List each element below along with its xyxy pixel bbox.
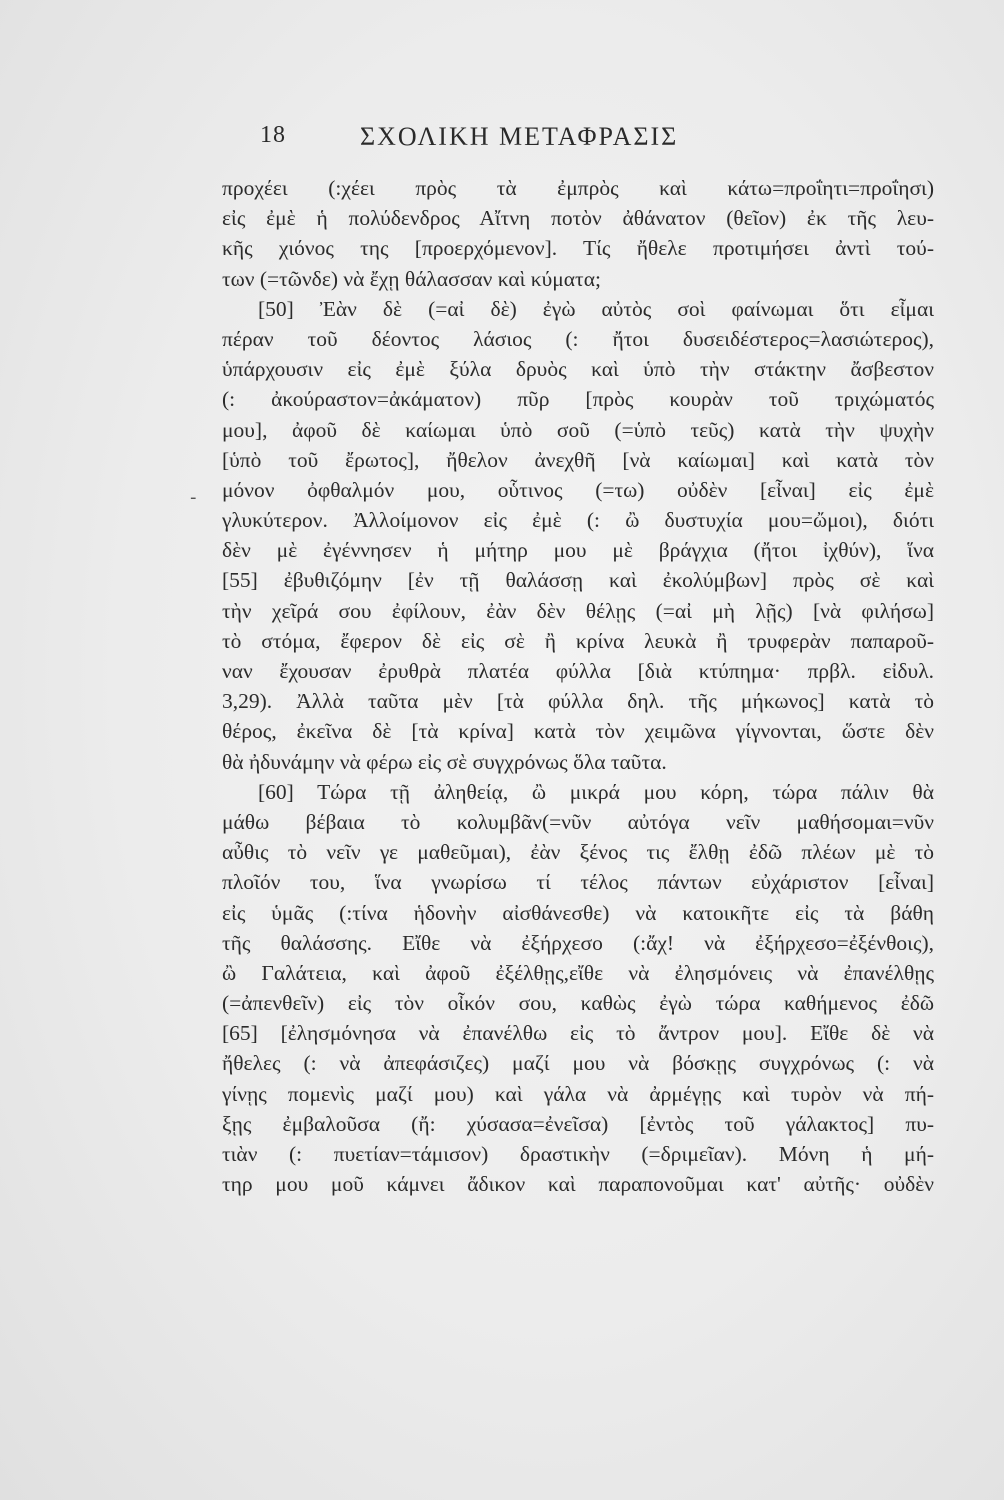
text-line: [55] ἐβυθιζόμην [ἐν τῇ θαλάσσῃ καὶ ἐκολύμβων] πρὸς σὲ καὶ	[222, 568, 934, 593]
text-line: δὲν μὲ ἐγέννησεν ἡ μήτηρ μου μὲ βράγχια (ἤτοι ἰχθύν), ἵνα	[222, 538, 934, 563]
text-line: ἤθελες (: νὰ ἀπεφάσιζες) μαζί μου νὰ βόσκῃς συγχρόνως (: νὰ	[222, 1051, 934, 1076]
text-line: ὑπάρχουσιν εἰς ἐμὲ ξύλα δρυὸς καὶ ὑπὸ τὴν στάκτην ἄσβεστον	[222, 357, 934, 382]
text-line: προχέει (:χέει πρὸς τὰ ἐμπρὸς καὶ κάτω=προΐητι=προΐησι)	[222, 176, 934, 200]
text-line: ναν ἔχουσαν ἐρυθρὰ πλατέα φύλλα [διὰ κτύπημα· πρβλ. εἰδυλ.	[222, 659, 934, 683]
text-line: των (=τῶνδε) νὰ ἔχῃ θάλασσαν καὶ κύματα;	[222, 266, 601, 291]
text-line: τὴν χεῖρά σου ἐφίλουν, ἐὰν δὲν θέλῃς (=αἰ μὴ λῇς) [νὰ φιλήσω]	[222, 598, 934, 623]
text-line: ὢ Γαλάτεια, καὶ ἀφοῦ ἐξέλθῃς,εἴθε νὰ ἐλησμόνεις νὰ ἐπανέλθῃς	[222, 960, 934, 985]
text-line: [50] Ἐὰν δὲ (=αἰ δὲ) ἐγὼ αὐτὸς σοὶ φαίνωμαι ὅτι εἶμαι	[258, 296, 934, 321]
text-line: (=ἀπενθεῖν) εἰς τὸν οἶκόν σου, καθὼς ἐγὼ τώρα καθήμενος ἐδῶ	[222, 991, 934, 1016]
text-line: εἰς ὑμᾶς (:τίνα ἡδονὴν αἰσθάνεσθε) νὰ κατοικῆτε εἰς τὰ βάθη	[222, 900, 934, 925]
text-line: τιὰν (: πυετίαν=τάμισον) δραστικὴν (=δριμεῖαν). Μόνη ἡ μή-	[222, 1142, 934, 1166]
margin-mark: -	[190, 487, 197, 508]
text-line: γίνῃς πομενὶς μαζί μου) καὶ γάλα νὰ ἀρμέγῃς καὶ τυρὸν νὰ πή-	[222, 1081, 934, 1106]
text-line: [65] [ἐλησμόνησα νὰ ἐπανέλθω εἰς τὸ ἄντρον μου]. Εἴθε δὲ νὰ	[222, 1021, 934, 1046]
text-line: [60] Τώρα τῇ ἀληθείᾳ, ὢ μικρά μου κόρη, τώρα πάλιν θὰ	[258, 779, 934, 804]
text-line: αὖθις τὸ νεῖν γε μαθεῦμαι), ἐὰν ξένος τις ἔλθῃ ἐδῶ πλέων μὲ τὸ	[222, 840, 934, 865]
text-line: τῆς θαλάσσης. Εἴθε νὰ ἐξήρχεσο (:ἄχ! νὰ ἐξήρχεσο=ἐξένθοις),	[222, 930, 934, 955]
page-number: 18	[260, 122, 286, 148]
text-line: εἰς ἐμὲ ἡ πολύδενδρος Αἴτνη ποτὸν ἀθάνατον (θεῖον) ἐκ τῆς λευ-	[222, 206, 934, 231]
text-line: ξῃς ἐμβαλοῦσα (ἤ: χύσασα=ἐνεῖσα) [ἐντὸς τοῦ γάλακτος] πυ-	[222, 1111, 934, 1136]
text-line: μου], ἀφοῦ δὲ καίωμαι ὑπὸ σοῦ (=ὑπὸ τεῦς) κατὰ τὴν ψυχὴν	[222, 417, 934, 442]
text-line: πέραν τοῦ δέοντος λάσιος (: ἤτοι δυσειδέστερος=λασιώτερος),	[222, 326, 934, 351]
body-text	[222, 173, 934, 1199]
text-line: μάθω βέβαια τὸ κολυμβᾶν(=νῦν αὐτόγα νεῖν μαθήσομαι=νῦν	[222, 809, 934, 834]
text-line: πλοῖόν του, ἵνα γνωρίσω τί τέλος πάντων εὐχάριστον [εἶναι]	[222, 870, 934, 895]
text-line: τηρ μου μοῦ κάμνει ἄδικον καὶ παραπονοῦμαι κατ' αὐτῆς· οὐδὲν	[222, 1172, 934, 1197]
page-header	[0, 118, 1004, 158]
text-line: κῆς χιόνος της [προερχόμενον]. Τίς ἤθελε προτιμήσει ἀντὶ τού-	[222, 236, 934, 261]
text-line: θέρος, ἐκεῖνα δὲ [τὰ κρίνα] κατὰ τὸν χειμῶνα γίγνονται, ὥστε δὲν	[222, 719, 934, 744]
running-title: ΣΧΟΛΙΚΗ ΜΕΤΑΦΡΑΣΙΣ	[360, 122, 679, 151]
text-line: μόνον ὀφθαλμόν μου, οὗτινος (=τω) οὐδὲν [εἶναι] εἰς ἐμὲ	[222, 477, 934, 502]
text-line: θὰ ἠδυνάμην νὰ φέρω εἰς σὲ συγχρόνως ὅλα ταῦτα.	[222, 749, 667, 774]
text-line: τὸ στόμα, ἔφερον δὲ εἰς σὲ ἢ κρίνα λευκὰ ἢ τρυφερὰν παπαροῦ-	[222, 628, 934, 653]
text-line: 3,29). Ἀλλὰ ταῦτα μὲν [τὰ φύλλα δηλ. τῆς μήκωνος] κατὰ τὸ	[222, 689, 934, 714]
text-line: γλυκύτερον. Ἀλλοίμονον εἰς ἐμὲ (: ὢ δυστυχία μου=ὤμοι), διότι	[222, 508, 934, 533]
text-line: [ὑπὸ τοῦ ἔρωτος], ἤθελον ἀνεχθῆ [νὰ καίωμαι] καὶ κατὰ τὸν	[222, 447, 934, 472]
text-line: (: ἀκούραστον=ἀκάματον) πῦρ [πρὸς κουρὰν τοῦ τριχώματός	[222, 387, 934, 412]
